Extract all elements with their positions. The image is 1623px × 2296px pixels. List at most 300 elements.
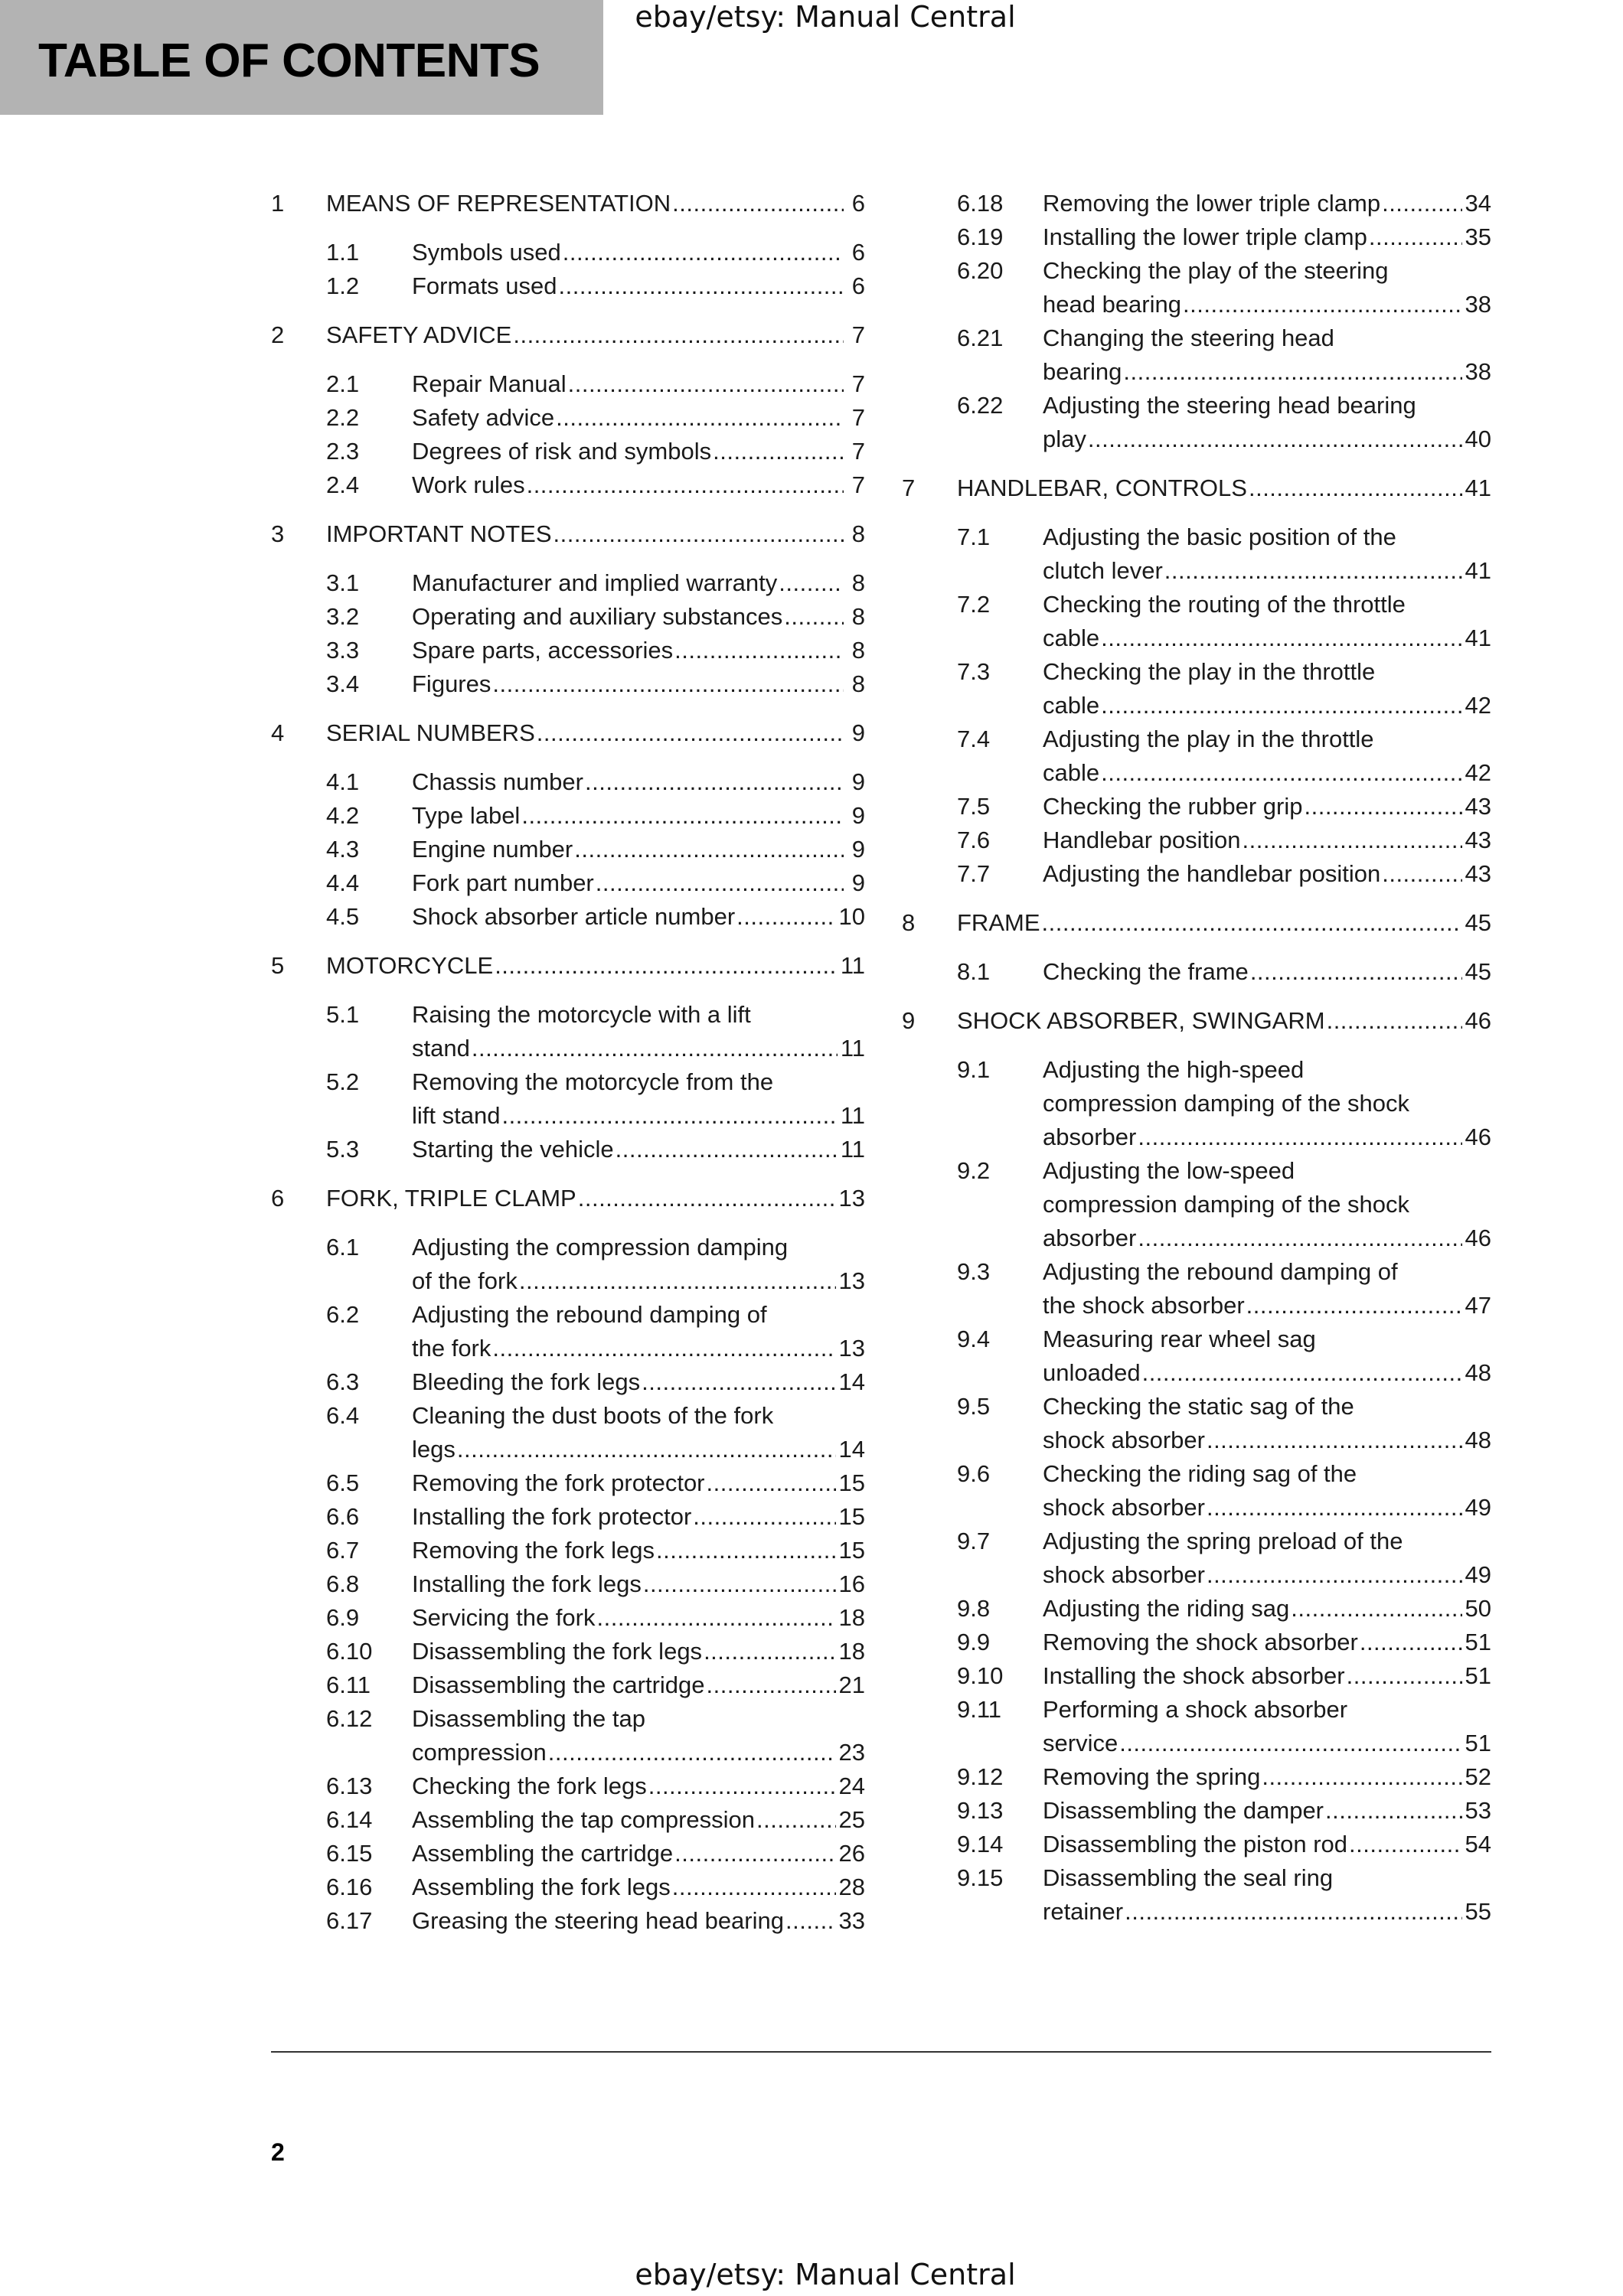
toc-entry[interactable] (271, 1298, 865, 1365)
toc-entry[interactable] (271, 566, 865, 600)
toc-title (1043, 1053, 1491, 1154)
toc-entry[interactable] (271, 1601, 865, 1635)
toc-number: 8 (902, 909, 916, 936)
toc-title-text: Starting the vehicle (412, 1136, 614, 1163)
toc-title (326, 716, 865, 750)
toc-entry[interactable] (271, 998, 865, 1065)
toc-number: 7.2 (957, 591, 991, 618)
toc-page-number: 28 (838, 1874, 865, 1900)
toc-entry[interactable] (902, 1659, 1491, 1693)
dot-leader (1101, 756, 1461, 790)
toc-number: 6.14 (326, 1806, 373, 1833)
toc-number: 4.3 (326, 836, 360, 863)
dot-leader (672, 187, 844, 220)
toc-entry[interactable] (271, 401, 865, 435)
toc-title-text: head bearing (1043, 291, 1181, 318)
toc-title (412, 1904, 865, 1938)
toc-entry[interactable] (902, 220, 1491, 254)
toc-title-text: Greasing the steering head bearing (412, 1907, 784, 1934)
toc-title-line (1043, 1895, 1491, 1929)
toc-entry[interactable] (271, 367, 865, 401)
page-title: TABLE OF CONTENTS (38, 34, 540, 87)
dot-leader (1088, 422, 1462, 456)
toc-title (1043, 1592, 1491, 1626)
toc-number: 2.2 (326, 404, 360, 431)
toc-title-line (1043, 1626, 1491, 1659)
toc-title-text: stand (412, 1035, 470, 1062)
toc-number: 9.6 (957, 1460, 991, 1487)
toc-title-text: Assembling the tap compression (412, 1806, 756, 1833)
toc-title-text: service (1043, 1730, 1118, 1756)
toc-number: 8.1 (957, 958, 991, 985)
toc-title-line (412, 1099, 865, 1133)
toc-entry[interactable] (902, 857, 1491, 891)
toc-entry[interactable] (271, 866, 865, 900)
toc-title (326, 187, 865, 220)
toc-entry[interactable] (271, 1500, 865, 1534)
toc-chapter[interactable] (902, 1004, 1491, 1038)
toc-number: 6.15 (326, 1840, 373, 1867)
toc-title-text: HANDLEBAR, CONTROLS (957, 475, 1247, 501)
toc-entry[interactable] (902, 955, 1491, 989)
toc-number: 3.1 (326, 569, 360, 596)
toc-title (1043, 1794, 1491, 1828)
dot-leader (1360, 1626, 1462, 1659)
toc-entry[interactable] (902, 254, 1491, 321)
toc-number: 6.9 (326, 1604, 360, 1631)
toc-entry[interactable] (271, 1466, 865, 1500)
dot-leader (785, 1904, 836, 1938)
toc-entry[interactable] (902, 790, 1491, 823)
toc-title-line (412, 1365, 865, 1399)
dot-leader (495, 949, 838, 983)
dot-leader (1304, 790, 1461, 823)
toc-title-line (412, 1736, 865, 1769)
toc-title (1043, 955, 1491, 989)
toc-entry[interactable] (902, 389, 1491, 456)
toc-number: 4.2 (326, 802, 360, 829)
toc-page-number: 8 (851, 670, 865, 697)
toc-page-number: 51 (1465, 1629, 1491, 1655)
toc-page-number: 40 (1465, 426, 1491, 452)
toc-title-line (412, 998, 865, 1032)
toc-title (1043, 1390, 1491, 1457)
dot-leader (674, 1837, 835, 1870)
toc-title (412, 1635, 865, 1668)
toc-title-line (412, 367, 865, 401)
toc-title-line (1043, 823, 1491, 857)
toc-page-number: 7 (851, 370, 865, 397)
toc-entry[interactable] (902, 1828, 1491, 1861)
toc-title-text: Removing the lower triple clamp (1043, 190, 1381, 217)
toc-entry[interactable] (902, 1794, 1491, 1828)
toc-title-line (1043, 1424, 1491, 1457)
toc-entry[interactable] (271, 1904, 865, 1938)
toc-page-number: 9 (851, 869, 865, 896)
dot-leader (1347, 1659, 1462, 1693)
dot-leader (1207, 1491, 1462, 1525)
dot-leader (713, 435, 844, 468)
toc-entry[interactable] (902, 1626, 1491, 1659)
toc-title-text: shock absorber (1043, 1494, 1205, 1521)
toc-title (412, 401, 865, 435)
toc-title-line (412, 1635, 865, 1668)
toc-title (1043, 588, 1491, 655)
toc-title-text: MOTORCYCLE (326, 952, 494, 979)
toc-entry[interactable] (902, 1053, 1491, 1154)
toc-chapter[interactable] (271, 517, 865, 551)
toc-title-line (412, 1567, 865, 1601)
toc-title-line (412, 1769, 865, 1803)
dot-leader (704, 1635, 835, 1668)
toc-title-text: Degrees of risk and symbols (412, 438, 712, 465)
toc-number: 6.11 (326, 1671, 371, 1698)
toc-page-number: 13 (838, 1267, 865, 1294)
toc-title-text: IMPORTANT NOTES (326, 520, 552, 547)
toc-number: 9.8 (957, 1595, 991, 1622)
toc-chapter[interactable] (271, 318, 865, 352)
toc-title-line (1043, 520, 1491, 554)
toc-page-number: 48 (1465, 1359, 1491, 1386)
toc-entry[interactable] (271, 600, 865, 634)
toc-title-text: Adjusting the compression damping (412, 1234, 789, 1261)
toc-title-line (412, 1500, 865, 1534)
toc-page-number: 10 (838, 903, 865, 930)
toc-entry[interactable] (902, 722, 1491, 790)
toc-title-line (1043, 1322, 1491, 1356)
toc-title-text: SAFETY ADVICE (326, 321, 512, 348)
toc-entry[interactable] (271, 1702, 865, 1769)
toc-title (957, 906, 1491, 940)
toc-title-line (1043, 1592, 1491, 1626)
toc-number: 7.4 (957, 726, 991, 752)
toc-entry[interactable] (902, 1861, 1491, 1929)
toc-number: 7.6 (957, 827, 991, 853)
toc-title-text: cable (1043, 759, 1100, 786)
toc-number: 2.4 (326, 471, 360, 498)
toc-number: 6.1 (326, 1234, 360, 1261)
toc-entry[interactable] (271, 1870, 865, 1904)
toc-title-line (1043, 1861, 1491, 1895)
toc-entry[interactable] (271, 1668, 865, 1702)
toc-page-number: 24 (838, 1773, 865, 1799)
toc-page-number: 14 (838, 1368, 865, 1395)
toc-entry[interactable] (271, 1231, 865, 1298)
dot-leader (472, 1032, 838, 1065)
toc-title (1043, 1457, 1491, 1525)
toc-title-text: Disassembling the cartridge (412, 1671, 705, 1698)
toc-title-text: bearing (1043, 358, 1122, 385)
dot-leader (597, 1601, 836, 1635)
toc-page-number: 38 (1465, 358, 1491, 385)
toc-page-number: 7 (851, 471, 865, 498)
toc-page-number: 7 (851, 438, 865, 465)
toc-entry[interactable] (902, 1760, 1491, 1794)
toc-entry[interactable] (271, 799, 865, 833)
toc-title (412, 1567, 865, 1601)
toc-entry[interactable] (271, 1769, 865, 1803)
toc-title (1043, 1693, 1491, 1760)
toc-number: 2.3 (326, 438, 360, 465)
toc-entry[interactable] (271, 900, 865, 934)
toc-entry[interactable] (271, 1365, 865, 1399)
toc-title (1043, 321, 1491, 389)
toc-title (1043, 1154, 1491, 1255)
dot-leader (513, 318, 844, 352)
toc-number: 9.5 (957, 1393, 991, 1420)
toc-page-number: 21 (838, 1671, 865, 1698)
toc-chapter[interactable] (902, 471, 1491, 505)
toc-number: 2.1 (326, 370, 360, 397)
dot-leader (1382, 187, 1461, 220)
toc-page-number: 50 (1465, 1595, 1491, 1622)
toc-title-text: Disassembling the fork legs (412, 1638, 703, 1665)
toc-title-line (412, 566, 865, 600)
toc-title (1043, 1659, 1491, 1693)
toc-chapter[interactable] (271, 187, 865, 220)
toc-title-line (1043, 1255, 1491, 1289)
toc-title-text: Checking the static sag of the (1043, 1393, 1354, 1420)
toc-number: 1.2 (326, 272, 360, 299)
footer-divider (271, 2051, 1491, 2053)
toc-number: 6.21 (957, 325, 1004, 351)
toc-title (326, 1182, 865, 1215)
toc-entry[interactable] (271, 269, 865, 303)
dot-leader (1042, 906, 1462, 940)
toc-page-number: 8 (851, 603, 865, 630)
toc-title-line (412, 1870, 865, 1904)
toc-page-number: 11 (840, 1136, 865, 1163)
toc-entry[interactable] (902, 823, 1491, 857)
toc-title (412, 900, 865, 934)
toc-entry[interactable] (271, 1065, 865, 1133)
toc-title (412, 1870, 865, 1904)
toc-page-number: 13 (838, 1335, 865, 1362)
toc-entry[interactable] (902, 187, 1491, 220)
toc-entry[interactable] (271, 833, 865, 866)
toc-number: 9 (902, 1007, 916, 1034)
toc-title-line (1043, 1491, 1491, 1525)
toc-title-text: Checking the riding sag of the (1043, 1460, 1357, 1487)
toc-title-text: Installing the shock absorber (1043, 1662, 1345, 1689)
toc-page-number: 7 (851, 404, 865, 431)
toc-title-line (957, 1004, 1491, 1038)
toc-title-line (1043, 1525, 1491, 1558)
toc-title-text: Changing the steering head (1043, 325, 1334, 351)
toc-title-text: Adjusting the low-speed (1043, 1157, 1295, 1184)
dot-leader (1207, 1424, 1462, 1457)
dot-leader (1243, 823, 1462, 857)
toc-title-text: Engine number (412, 836, 573, 863)
toc-number: 6 (271, 1185, 285, 1212)
toc-title-text: Checking the play in the throttle (1043, 658, 1376, 685)
dot-leader (559, 269, 844, 303)
toc-entry[interactable] (271, 634, 865, 667)
toc-chapter[interactable] (271, 1182, 865, 1215)
toc-entry[interactable] (271, 1635, 865, 1668)
toc-page-number: 11 (840, 1035, 865, 1062)
toc-chapter[interactable] (271, 949, 865, 983)
toc-title (1043, 722, 1491, 790)
toc-title-line (1043, 756, 1491, 790)
toc-number: 7.5 (957, 793, 991, 820)
toc-page-number: 43 (1465, 793, 1491, 820)
toc-page-number: 6 (851, 239, 865, 266)
toc-title (412, 866, 865, 900)
toc-number: 6.3 (326, 1368, 360, 1395)
toc-page-number: 46 (1465, 1225, 1491, 1251)
toc-number: 6.4 (326, 1402, 360, 1429)
toc-entry[interactable] (902, 1693, 1491, 1760)
toc-number: 6.22 (957, 392, 1004, 419)
toc-title (412, 566, 865, 600)
toc-title-text: Assembling the fork legs (412, 1874, 671, 1900)
toc-number: 9.3 (957, 1258, 991, 1285)
toc-title (412, 1769, 865, 1803)
toc-entry[interactable] (902, 1390, 1491, 1457)
dot-leader (674, 634, 844, 667)
toc-number: 7.1 (957, 523, 991, 550)
toc-entry[interactable] (902, 1322, 1491, 1390)
toc-title-line (1043, 722, 1491, 756)
toc-title-line (957, 471, 1491, 505)
toc-title-text: Checking the play of the steering (1043, 257, 1389, 284)
toc-number: 5.3 (326, 1136, 360, 1163)
toc-page-number: 35 (1465, 223, 1491, 250)
toc-entry[interactable] (271, 236, 865, 269)
dot-leader (693, 1500, 835, 1534)
toc-entry[interactable] (271, 1399, 865, 1466)
dot-leader (492, 667, 844, 701)
toc-title (1043, 823, 1491, 857)
toc-chapter[interactable] (902, 906, 1491, 940)
toc-title-text: Checking the fork legs (412, 1773, 647, 1799)
toc-entry[interactable] (271, 1133, 865, 1166)
toc-title-text: compression (412, 1739, 547, 1766)
toc-entry[interactable] (902, 1525, 1491, 1592)
toc-title (412, 236, 865, 269)
toc-title (1043, 254, 1491, 321)
toc-number: 2 (271, 321, 285, 348)
dot-leader (519, 1264, 836, 1298)
toc-entry[interactable] (902, 1154, 1491, 1255)
toc-entry[interactable] (902, 588, 1491, 655)
toc-entry[interactable] (902, 655, 1491, 722)
toc-title-text: Removing the fork protector (412, 1469, 705, 1496)
toc-page-number: 8 (851, 520, 865, 547)
toc-entry[interactable] (271, 1803, 865, 1837)
dot-leader (1325, 1794, 1462, 1828)
toc-page-number: 41 (1465, 475, 1491, 501)
toc-number: 5.1 (326, 1001, 360, 1028)
toc-entry[interactable] (271, 1837, 865, 1870)
toc-title-text: the fork (412, 1335, 491, 1362)
toc-number: 1.1 (326, 239, 360, 266)
toc-title-text: Operating and auxiliary substances (412, 603, 783, 630)
toc-page-number: 15 (838, 1537, 865, 1564)
toc-title-text: Bleeding the fork legs (412, 1368, 641, 1395)
toc-number: 5.2 (326, 1068, 360, 1095)
toc-entry[interactable] (271, 1567, 865, 1601)
dot-leader (1246, 1289, 1462, 1322)
toc-title-text: Disassembling the damper (1043, 1797, 1324, 1824)
toc-title-text: clutch lever (1043, 557, 1163, 584)
toc-number: 7.3 (957, 658, 991, 685)
dot-leader (554, 517, 844, 551)
toc-chapter[interactable] (271, 716, 865, 750)
toc-title (412, 1231, 865, 1298)
toc-number: 6.20 (957, 257, 1004, 284)
toc-entry[interactable] (902, 1457, 1491, 1525)
toc-entry[interactable] (902, 321, 1491, 389)
toc-title (1043, 1322, 1491, 1390)
toc-entry[interactable] (902, 1255, 1491, 1322)
dot-leader (578, 1182, 836, 1215)
toc-page-number: 49 (1465, 1561, 1491, 1588)
toc-title (1043, 1626, 1491, 1659)
toc-entry[interactable] (271, 468, 865, 502)
toc-entry[interactable] (902, 1592, 1491, 1626)
toc-number: 6.19 (957, 223, 1004, 250)
toc-entry[interactable] (271, 765, 865, 799)
dot-leader (1369, 220, 1462, 254)
dot-leader (492, 1332, 835, 1365)
toc-entry[interactable] (902, 520, 1491, 588)
dot-leader (779, 566, 844, 600)
toc-title-text: MEANS OF REPRESENTATION (326, 190, 671, 217)
toc-title-line (412, 833, 865, 866)
toc-number: 6.8 (326, 1570, 360, 1597)
dot-leader (1125, 1895, 1461, 1929)
toc-title-text: SHOCK ABSORBER, SWINGARM (957, 1007, 1325, 1034)
dot-leader (643, 1567, 836, 1601)
toc-title-line (1043, 790, 1491, 823)
dot-leader (1183, 288, 1462, 321)
dot-leader (1382, 857, 1461, 891)
toc-title (412, 1466, 865, 1500)
toc-entry[interactable] (271, 435, 865, 468)
toc-page-number: 6 (851, 190, 865, 217)
toc-title (412, 1668, 865, 1702)
toc-title (1043, 790, 1491, 823)
toc-number: 7 (902, 475, 916, 501)
toc-title-line (412, 1133, 865, 1166)
toc-title-line (412, 1264, 865, 1298)
toc-page-number: 18 (838, 1638, 865, 1665)
watermark-bottom: ebay/etsy: Manual Central (635, 2258, 1016, 2291)
toc-page-number: 41 (1465, 557, 1491, 584)
toc-entry[interactable] (271, 1534, 865, 1567)
dot-leader (548, 1736, 836, 1769)
dot-leader (1142, 1356, 1462, 1390)
toc-title-text: Installing the fork protector (412, 1503, 692, 1530)
toc-title (326, 318, 865, 352)
toc-title-line (1043, 1727, 1491, 1760)
toc-title-text: Removing the motorcycle from the (412, 1068, 774, 1095)
toc-title-line (412, 667, 865, 701)
toc-title-line (412, 1668, 865, 1702)
toc-title-text: compression damping of the shock (1043, 1090, 1410, 1117)
toc-number: 9.12 (957, 1763, 1004, 1790)
dot-leader (707, 1668, 836, 1702)
toc-number: 3.3 (326, 637, 360, 664)
toc-title-text: Figures (412, 670, 491, 697)
toc-page-number: 43 (1465, 860, 1491, 887)
toc-title-line (412, 1601, 865, 1635)
dot-leader (784, 600, 844, 634)
toc-entry[interactable] (271, 667, 865, 701)
toc-page-number: 51 (1465, 1730, 1491, 1756)
